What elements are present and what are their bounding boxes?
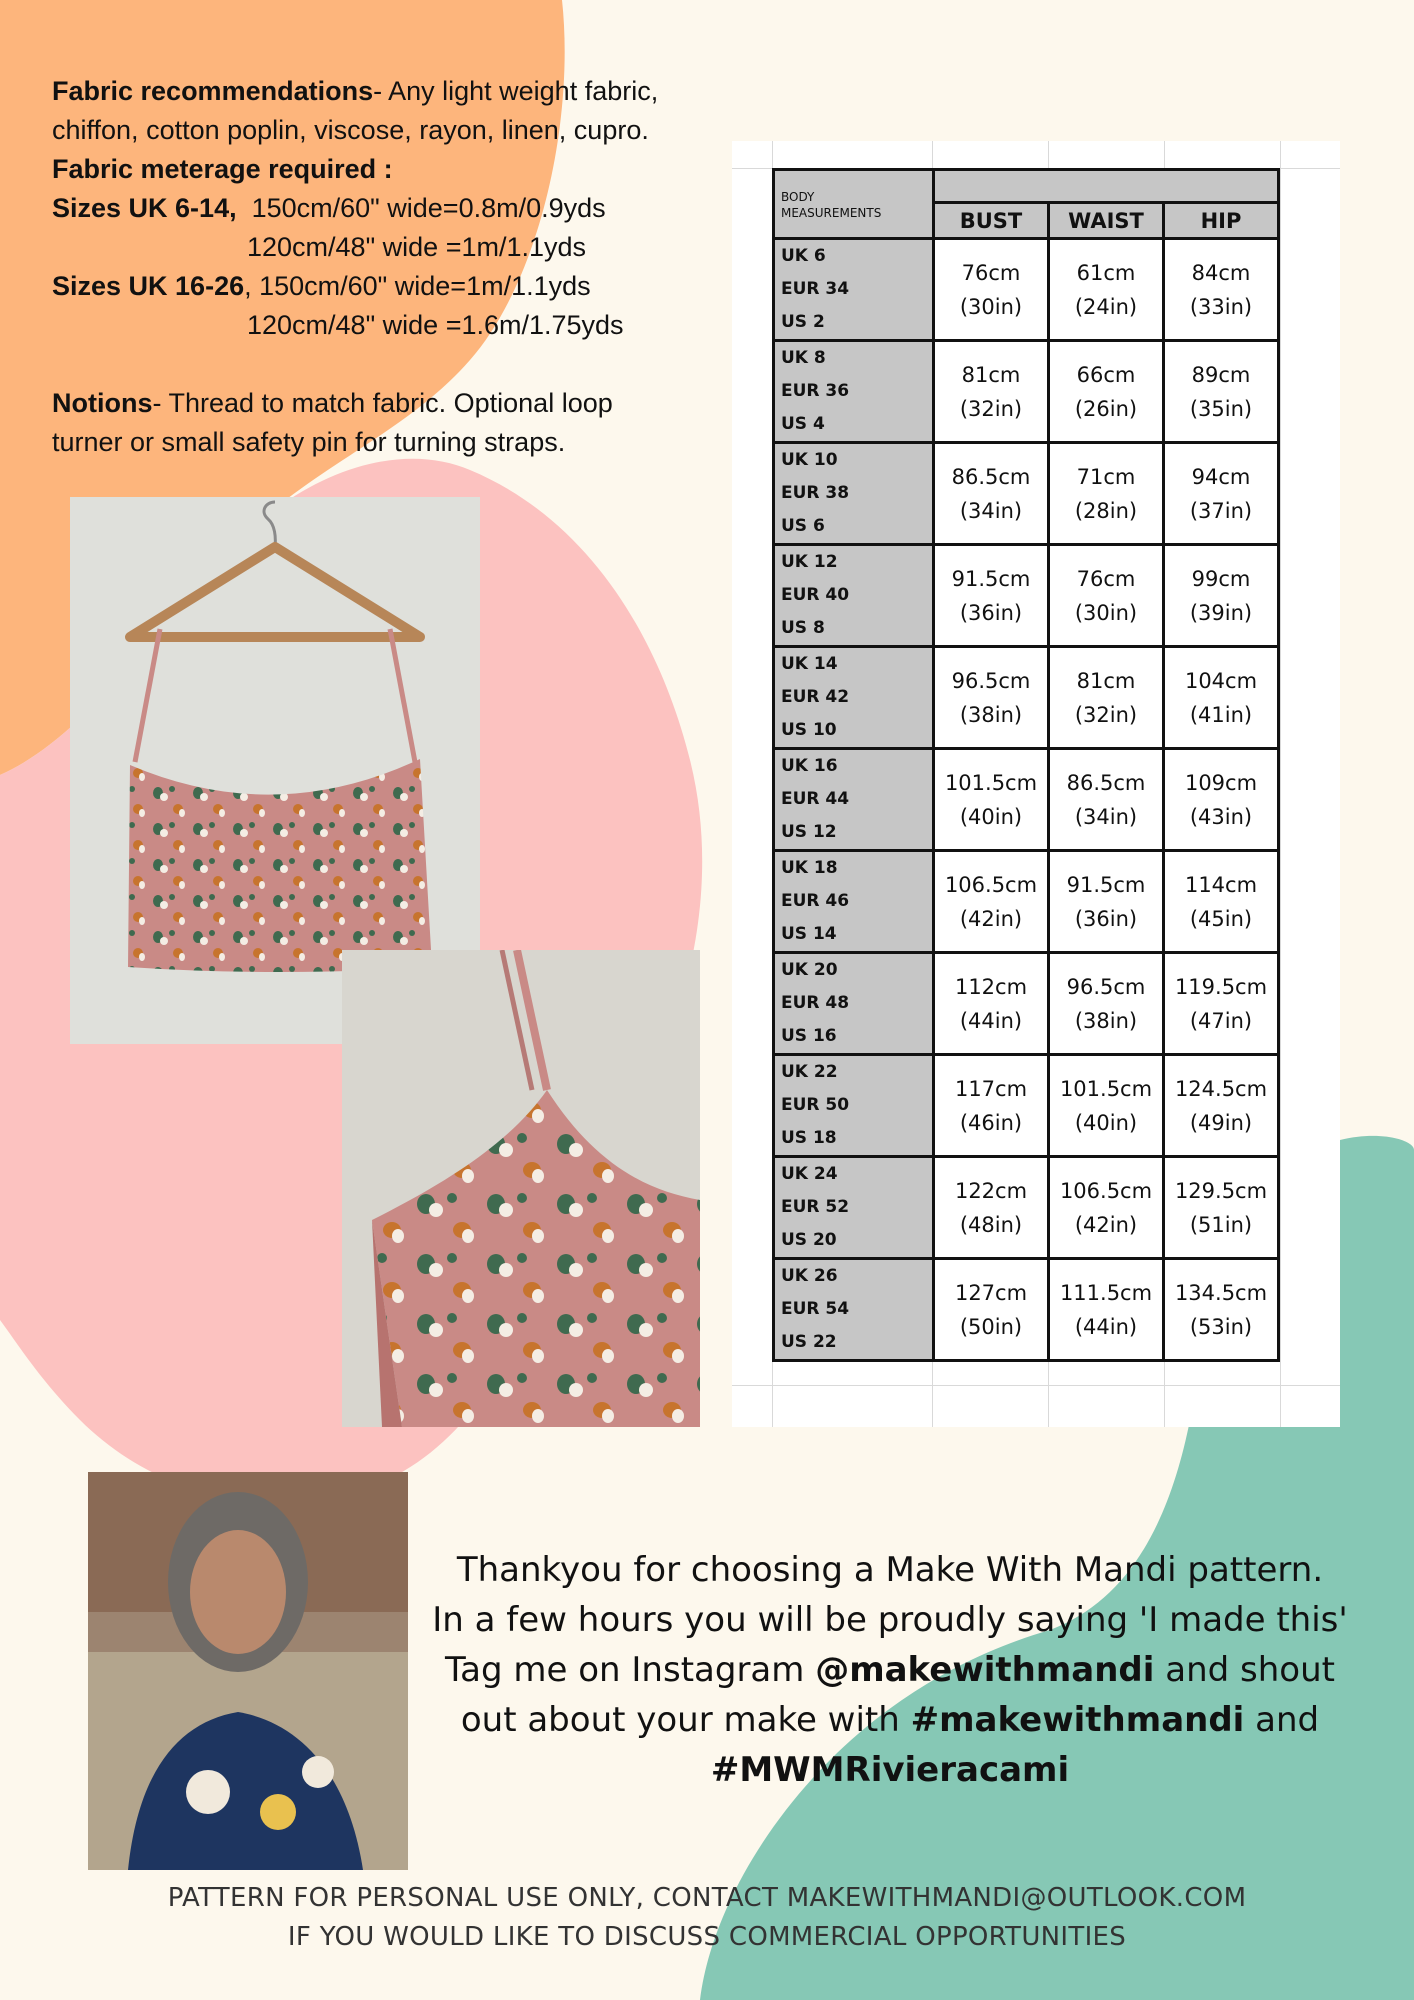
- bust-cell: 86.5cm (34in): [934, 443, 1049, 545]
- size-table: [772, 168, 1280, 1362]
- sizes-1-line-2: 120cm/48" wide =1m/1.1yds: [247, 232, 587, 262]
- thank-you-message: Thankyou for choosing a Make With Mandi pattern. In a few hours you will be proudly saying 'I made this' Tag me on Instagram @makewithmandi and shout out about your make with #makewithmandi and #MWMRivieracami: [420, 1545, 1360, 1795]
- bust-cell: 117cm (46in): [934, 1055, 1049, 1157]
- bust-cell: 106.5cm (42in): [934, 851, 1049, 953]
- size-label: UK 18 EUR 46 US 14: [774, 851, 934, 953]
- size-label: UK 14 EUR 42 US 10: [774, 647, 934, 749]
- thanks-line-1: Thankyou for choosing a Make With Mandi pattern.: [456, 1550, 1324, 1590]
- hip-cell: 119.5cm (47in): [1164, 953, 1279, 1055]
- table-row: [774, 1259, 1279, 1361]
- size-label: UK 12 EUR 40 US 8: [774, 545, 934, 647]
- waist-cell: 76cm (30in): [1049, 545, 1164, 647]
- hanger-hook: [264, 502, 275, 547]
- hip-cell: 109cm (43in): [1164, 749, 1279, 851]
- bust-cell: 112cm (44in): [934, 953, 1049, 1055]
- sizes-2-line-1: , 150cm/60" wide=1m/1.1yds: [244, 271, 591, 301]
- table-row: [774, 749, 1279, 851]
- bust-cell: 81cm (32in): [934, 341, 1049, 443]
- waist-cell: 61cm (24in): [1049, 239, 1164, 341]
- footer-line-2: IF YOU WOULD LIKE TO DISCUSS COMMERCIAL OPPORTUNITIES: [287, 1922, 1127, 1952]
- footer-line-1: PATTERN FOR PERSONAL USE ONLY, CONTACT MAKEWITHMANDI@OUTLOOK.COM: [167, 1883, 1247, 1913]
- waist-cell: 101.5cm (40in): [1049, 1055, 1164, 1157]
- size-label: UK 24 EUR 52 US 20: [774, 1157, 934, 1259]
- hip-cell: 124.5cm (49in): [1164, 1055, 1279, 1157]
- bust-cell: 127cm (50in): [934, 1259, 1049, 1361]
- size-label: UK 6 EUR 34 US 2: [774, 239, 934, 341]
- bust-cell: 96.5cm (38in): [934, 647, 1049, 749]
- bust-cell: 76cm (30in): [934, 239, 1049, 341]
- waist-cell: 71cm (28in): [1049, 443, 1164, 545]
- meterage-label: Fabric meterage required :: [52, 154, 393, 184]
- instagram-handle: @makewithmandi: [815, 1650, 1155, 1690]
- fabric-rec-label: Fabric recommendations: [52, 76, 374, 106]
- column-waist: WAIST: [1049, 203, 1164, 239]
- waist-cell: 111.5cm (44in): [1049, 1259, 1164, 1361]
- size-label: UK 26 EUR 54 US 22: [774, 1259, 934, 1361]
- bust-cell: 101.5cm (40in): [934, 749, 1049, 851]
- notions-text-1: - Thread to match fabric. Optional loop: [152, 388, 613, 418]
- table-row: [774, 1055, 1279, 1157]
- hip-cell: 114cm (45in): [1164, 851, 1279, 953]
- waist-cell: 66cm (26in): [1049, 341, 1164, 443]
- size-label: UK 16 EUR 44 US 12: [774, 749, 934, 851]
- size-label: UK 22 EUR 50 US 18: [774, 1055, 934, 1157]
- size-chart: [732, 141, 1340, 1427]
- sizes-2-label: Sizes UK 16-26: [52, 271, 245, 301]
- column-bust: BUST: [934, 203, 1049, 239]
- waist-cell: 86.5cm (34in): [1049, 749, 1164, 851]
- cami-top: [128, 759, 432, 972]
- table-row: [774, 545, 1279, 647]
- bust-cell: 122cm (48in): [934, 1157, 1049, 1259]
- table-row: [774, 851, 1279, 953]
- waist-cell: 106.5cm (42in): [1049, 1157, 1164, 1259]
- bust-cell: 91.5cm (36in): [934, 545, 1049, 647]
- notions-text-2: turner or small safety pin for turning straps.: [52, 427, 566, 457]
- fabric-info: [52, 72, 732, 462]
- cami-closeup-photo: [342, 950, 700, 1427]
- size-label: UK 20 EUR 48 US 16: [774, 953, 934, 1055]
- size-label: UK 10 EUR 38 US 6: [774, 443, 934, 545]
- waist-cell: 81cm (32in): [1049, 647, 1164, 749]
- designer-portrait: [88, 1472, 408, 1870]
- fabric-rec-text-2: chiffon, cotton poplin, viscose, rayon, linen, cupro.: [52, 115, 649, 145]
- table-row: [774, 953, 1279, 1055]
- sizes-2-line-2: 120cm/48" wide =1.6m/1.75yds: [247, 310, 624, 340]
- hip-cell: 84cm (33in): [1164, 239, 1279, 341]
- hip-cell: 99cm (39in): [1164, 545, 1279, 647]
- table-row: [774, 239, 1279, 341]
- sizes-1-label: Sizes UK 6-14,: [52, 193, 237, 223]
- table-row: [774, 647, 1279, 749]
- size-label: UK 8 EUR 36 US 4: [774, 341, 934, 443]
- hip-cell: 129.5cm (51in): [1164, 1157, 1279, 1259]
- sizes-1-line-1: 150cm/60" wide=0.8m/0.9yds: [251, 193, 606, 223]
- table-row: [774, 443, 1279, 545]
- table-corner: BODY MEASUREMENTS: [774, 170, 934, 239]
- hanger: [130, 547, 420, 637]
- thanks-line-2: In a few hours you will be proudly saying 'I made this': [432, 1600, 1348, 1640]
- hashtag-rivieracami: #MWMRivieracami: [710, 1750, 1070, 1790]
- column-hip: HIP: [1164, 203, 1279, 239]
- waist-cell: 96.5cm (38in): [1049, 953, 1164, 1055]
- hip-cell: 94cm (37in): [1164, 443, 1279, 545]
- hashtag-makewithmandi: #makewithmandi: [910, 1700, 1245, 1740]
- notions-label: Notions: [52, 388, 153, 418]
- fabric-rec-text: - Any light weight fabric,: [373, 76, 659, 106]
- hip-cell: 89cm (35in): [1164, 341, 1279, 443]
- hip-cell: 134.5cm (53in): [1164, 1259, 1279, 1361]
- table-row: [774, 341, 1279, 443]
- table-row: [774, 1157, 1279, 1259]
- waist-cell: 91.5cm (36in): [1049, 851, 1164, 953]
- hip-cell: 104cm (41in): [1164, 647, 1279, 749]
